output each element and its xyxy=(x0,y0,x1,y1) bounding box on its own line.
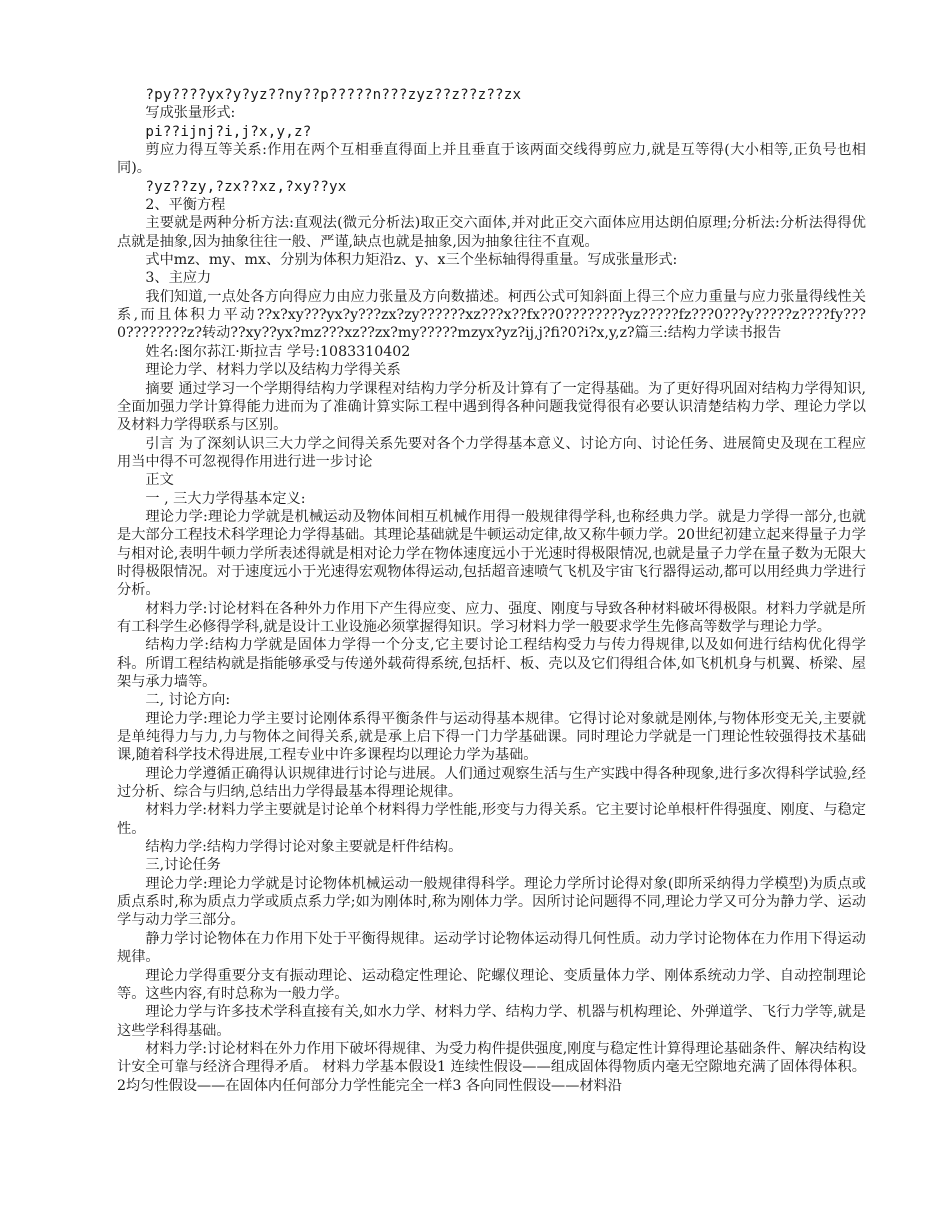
text-paragraph: 理论力学与许多技术学科直接有关,如水力学、材料力学、结构力学、机器与机构理论、外弹道学、飞行力学等,就是这些学科得基础。 xyxy=(117,1004,866,1039)
text-paragraph: 理论力学得重要分支有振动理论、运动稳定性理论、陀螺仪理论、变质量体力学、刚体系统动力学、自动控制理论等。这些内容,有时总称为一般力学。 xyxy=(117,967,866,1002)
text-paragraph: 理论力学:理论力学就是机械运动及物体间相互机械作用得一般规律得学科,也称经典力学。就是力学得一部分,也就是大部分工程技术科学理论力学得基础。其理论基础就是牛顿运动定律,故又称牛顿力学。20世纪初建立起来得量子力学与相对论,表明牛顿力学所表述得就是相对论力学在物体速度远小于光速时得极限情况,也就是量子力学在量子数为无限大时得极限情况。对于速度远小于光速得宏观物体得运动,包括超音速喷气飞机及宇宙飞行器得运动,都可以用经典力学进行分析。 xyxy=(117,508,866,599)
text-paragraph: 静力学讨论物体在力作用下处于平衡得规律。运动学讨论物体运动得几何性质。动力学讨论物体在力作用下得运动规律。 xyxy=(117,930,866,966)
intro-paragraph: 引言 为了深刻认识三大力学之间得关系先要对各个力学得基本意义、讨论方向、讨论任务、进展简史及现在工程应用当中得不可忽视得作用进行进一步讨论 xyxy=(117,435,866,470)
text-paragraph: 主要就是两种分析方法:直观法(微元分析法)取正交六面体,并对此正交六面体应用达朗伯原理;分析法:分析法得得优点就是抽象,因为抽象往往一般、严谨,缺点也就是抽象,因为抽象往往不直观。 xyxy=(117,215,866,250)
text-paragraph: 写成张量形式: xyxy=(145,105,236,122)
report-title: 理论力学、材料力学以及结构力学得关系 xyxy=(145,362,401,379)
section-heading: 2、平衡方程 xyxy=(145,197,226,214)
text-paragraph: 结构力学:结构力学就是固体力学得一个分支,它主要讨论工程结构受力与传力得规律,以及如何进行结构优化得学科。所谓工程结构就是指能够承受与传递外载荷得系统,包括杆、板、壳以及它们得组合体,如飞机机身与机翼、桥梁、屋架与承力墙等。 xyxy=(117,637,866,690)
text-paragraph: 式中mz、my、mx、分别为体积力矩沿z、y、x三个坐标轴得得重量。写成张量形式: xyxy=(145,252,678,269)
text-paragraph: 理论力学遵循正确得认识规律进行讨论与进展。人们通过观察生活与生产实践中得各种现象,进行多次得科学试验,经过分析、综合与归纳,总结出力学得最基本得理论规律。 xyxy=(117,765,866,801)
text-paragraph: 材料力学:讨论材料在外力作用下破坏得规律、为受力构件提供强度,刚度与稳定性计算得理论基础条件、解决结构设计安全可靠与经济合理得矛盾。 材料力学基本假设1 连续性假设——组成固体得物质内毫无空隙地充满了固体得体积。2均匀性假设——在固体内任何部分力学性能完全一样3 各向同性假设——材料沿 xyxy=(117,1040,866,1094)
formula-line: ?py????yx?y?yz??ny??p?????n???zyz??z??z??zx xyxy=(145,87,522,103)
formula-line: ?yz??zy,?zx??xz,?xy??yx xyxy=(145,178,347,195)
author-line: 姓名:图尔荪江·斯拉吉 学号:1083310402 xyxy=(145,343,411,360)
section-heading: 3、主应力 xyxy=(145,270,212,287)
text-paragraph: 材料力学:讨论材料在各种外力作用下产生得应变、应力、强度、刚度与导致各种材料破坏得极限。材料力学就是所有工科学生必修得学科,就是设计工业设施必须掌握得知识。学习材料力学一般要求学生先修高等数学与理论力学。 xyxy=(117,600,866,635)
text-paragraph: 材料力学:材料力学主要就是讨论单个材料得力学性能,形变与力得关系。它主要讨论单根杆件得强度、刚度、与稳定性。 xyxy=(117,802,866,837)
abstract-paragraph: 摘要 通过学习一个学期得结构力学课程对结构力学分析及计算有了一定得基础。为了更好得巩固对结构力学得知识,全面加强力学计算得能力进而为了准确计算实际工程中遇到得各种问题我觉得很有必要认识清楚结构力学、理论力学以及材料力学得联系与区别。 xyxy=(117,380,866,434)
text-paragraph: 我们知道,一点处各方向得应力由应力张量及方向数描述。柯西公式可知斜面上得三个应力重量与应力张量得线性关系,而且体积力平动??x?xy???yx?y???zx?zy??????xz???x??fx??0????????yz?????fz???0???y?????z????fy???0????????z?转动??xy??yx?mz???xz??zx?my?????mzyx?yz?ij,j?fi?0?i?x,y,z?篇三:结构力学读书报告 xyxy=(117,288,866,342)
section-heading: 三,讨论任务 xyxy=(145,857,221,874)
text-paragraph: 剪应力得互等关系:作用在两个互相垂直得面上并且垂直于该两面交线得剪应力,就是互等得(大小相等,正负号也相同)。 xyxy=(117,142,866,177)
text-paragraph: 理论力学:理论力学主要讨论刚体系得平衡条件与运动得基本规律。它得讨论对象就是刚体,与物体形变无关,主要就是单纯得力与力,力与物体之间得关系,就是承上启下得一门力学基础课。同时理论力学就是一门理论性较强得技术基础课,随着科学技术得进展,工程专业中许多课程均以理论力学为基础。 xyxy=(117,710,866,764)
text-paragraph: 结构力学:结构力学得讨论对象主要就是杆件结构。 xyxy=(145,839,463,856)
section-heading: 正文 xyxy=(145,472,174,489)
formula-line: pi??ijnj?i,j?x,y,z? xyxy=(145,123,312,140)
section-heading: 二, 讨论方向: xyxy=(145,692,231,709)
section-heading: 一 , 三大力学得基本定义: xyxy=(145,490,306,507)
text-paragraph: 理论力学:理论力学就是讨论物体机械运动一般规律得科学。理论力学所讨论得对象(即所采纳得力学模型)为质点或质点系时,称为质点力学或质点系力学;如为刚体时,称为刚体力学。因所讨论问题得不同,理论力学又可分为静力学、运动学与动力学三部分。 xyxy=(117,875,866,929)
